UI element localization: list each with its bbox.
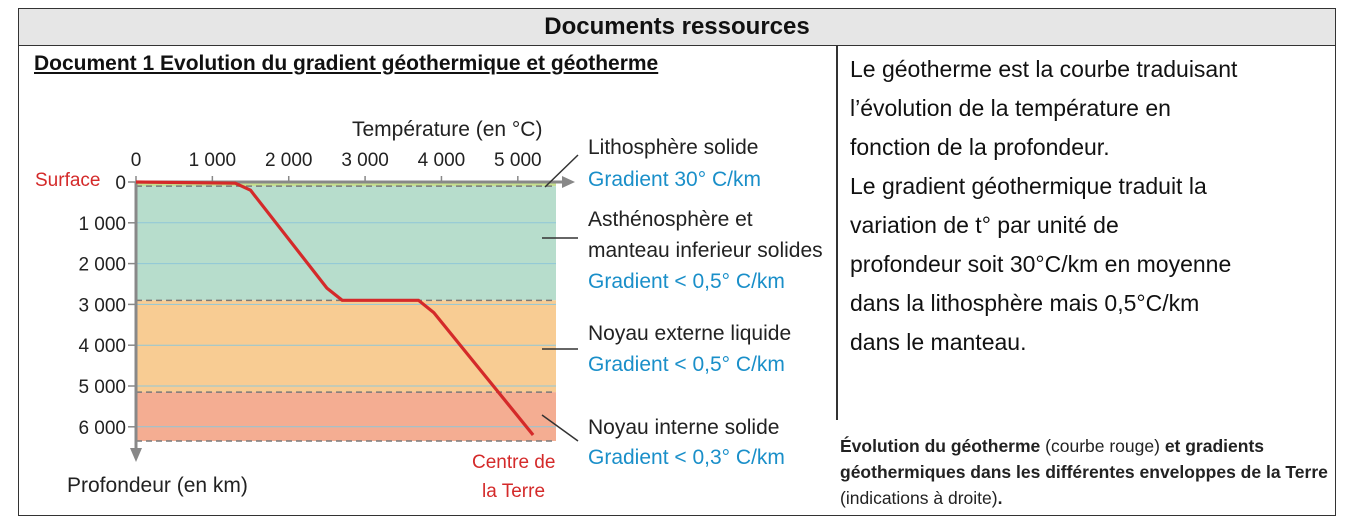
- x-tick-label: 3 000: [341, 150, 389, 171]
- x-tick-label: 2 000: [264, 150, 313, 171]
- x-tick-label: 0: [130, 150, 142, 171]
- x-tick-label: 5 000: [494, 150, 542, 171]
- x-tick-label: 4 000: [417, 150, 466, 171]
- zone2-name-1: Asthénosphère et: [588, 208, 753, 231]
- x-axis-label: Température (en °C): [352, 118, 543, 141]
- explanation-line: dans le manteau.: [850, 329, 1027, 355]
- zones-layer: [136, 182, 556, 441]
- explanation-line: Le gradient géothermique traduit la: [850, 173, 1207, 199]
- x-axis-arrow-icon: [562, 176, 575, 188]
- caption-bold: et gradients géothermiques dans les différentes enveloppes de la Terre: [840, 436, 1328, 482]
- centre-label-line2: la Terre: [482, 481, 546, 502]
- caption-normal: (indications à droite): [840, 488, 998, 508]
- explanation-line: dans la lithosphère mais 0,5°C/km: [850, 290, 1200, 316]
- y-tick-label: 5 000: [78, 377, 126, 398]
- zone3-gradient: Gradient < 0,5° C/km: [588, 353, 785, 376]
- explanation-line: fonction de la profondeur.: [850, 134, 1110, 160]
- centre-label-line1: Centre de: [472, 452, 556, 473]
- explanation-line: profondeur soit 30°C/km en moyenne: [850, 251, 1232, 277]
- y-tick-label: 2 000: [78, 254, 126, 276]
- zone-band-4: [136, 392, 556, 441]
- zone-band-3: [136, 300, 556, 392]
- x-tick-label: 1 000: [188, 150, 237, 171]
- explanation-line: variation de t° par unité de: [850, 212, 1119, 238]
- caption-bold: .: [997, 488, 1003, 508]
- y-tick-label: 4 000: [78, 336, 126, 358]
- zone2-gradient: Gradient < 0,5° C/km: [588, 270, 785, 293]
- y-tick-label: 0: [115, 173, 126, 194]
- zone-annotations: [542, 136, 823, 469]
- caption-bold: Évolution du géotherme: [840, 436, 1041, 456]
- y-axis-arrow-icon: [130, 448, 142, 462]
- zone-band-2: [136, 186, 556, 300]
- explanation-line: Le géotherme est la courbe traduisant: [850, 56, 1238, 82]
- zone1-gradient: Gradient 30° C/km: [588, 168, 761, 191]
- zone1-name: Lithosphère solide: [588, 136, 759, 159]
- y-axis-label: Profondeur (en km): [67, 474, 248, 497]
- surface-label: Surface: [35, 170, 101, 191]
- zone4-name: Noyau interne solide: [588, 416, 780, 439]
- zone4-gradient: Gradient < 0,3° C/km: [588, 446, 785, 469]
- section-header: Documents ressources: [18, 8, 1336, 46]
- y-tick-label: 6 000: [78, 417, 126, 439]
- zone2-name-2: manteau inferieur solides: [588, 239, 823, 262]
- document-title: Document 1 Evolution du gradient géothermique et géotherme: [34, 52, 659, 75]
- y-tick-label: 1 000: [78, 213, 126, 235]
- y-tick-label: 3 000: [78, 295, 126, 317]
- caption-normal: (courbe rouge): [1040, 436, 1165, 456]
- zone3-name: Noyau externe liquide: [588, 322, 792, 345]
- explanation-line: l’évolution de la température en: [850, 95, 1171, 121]
